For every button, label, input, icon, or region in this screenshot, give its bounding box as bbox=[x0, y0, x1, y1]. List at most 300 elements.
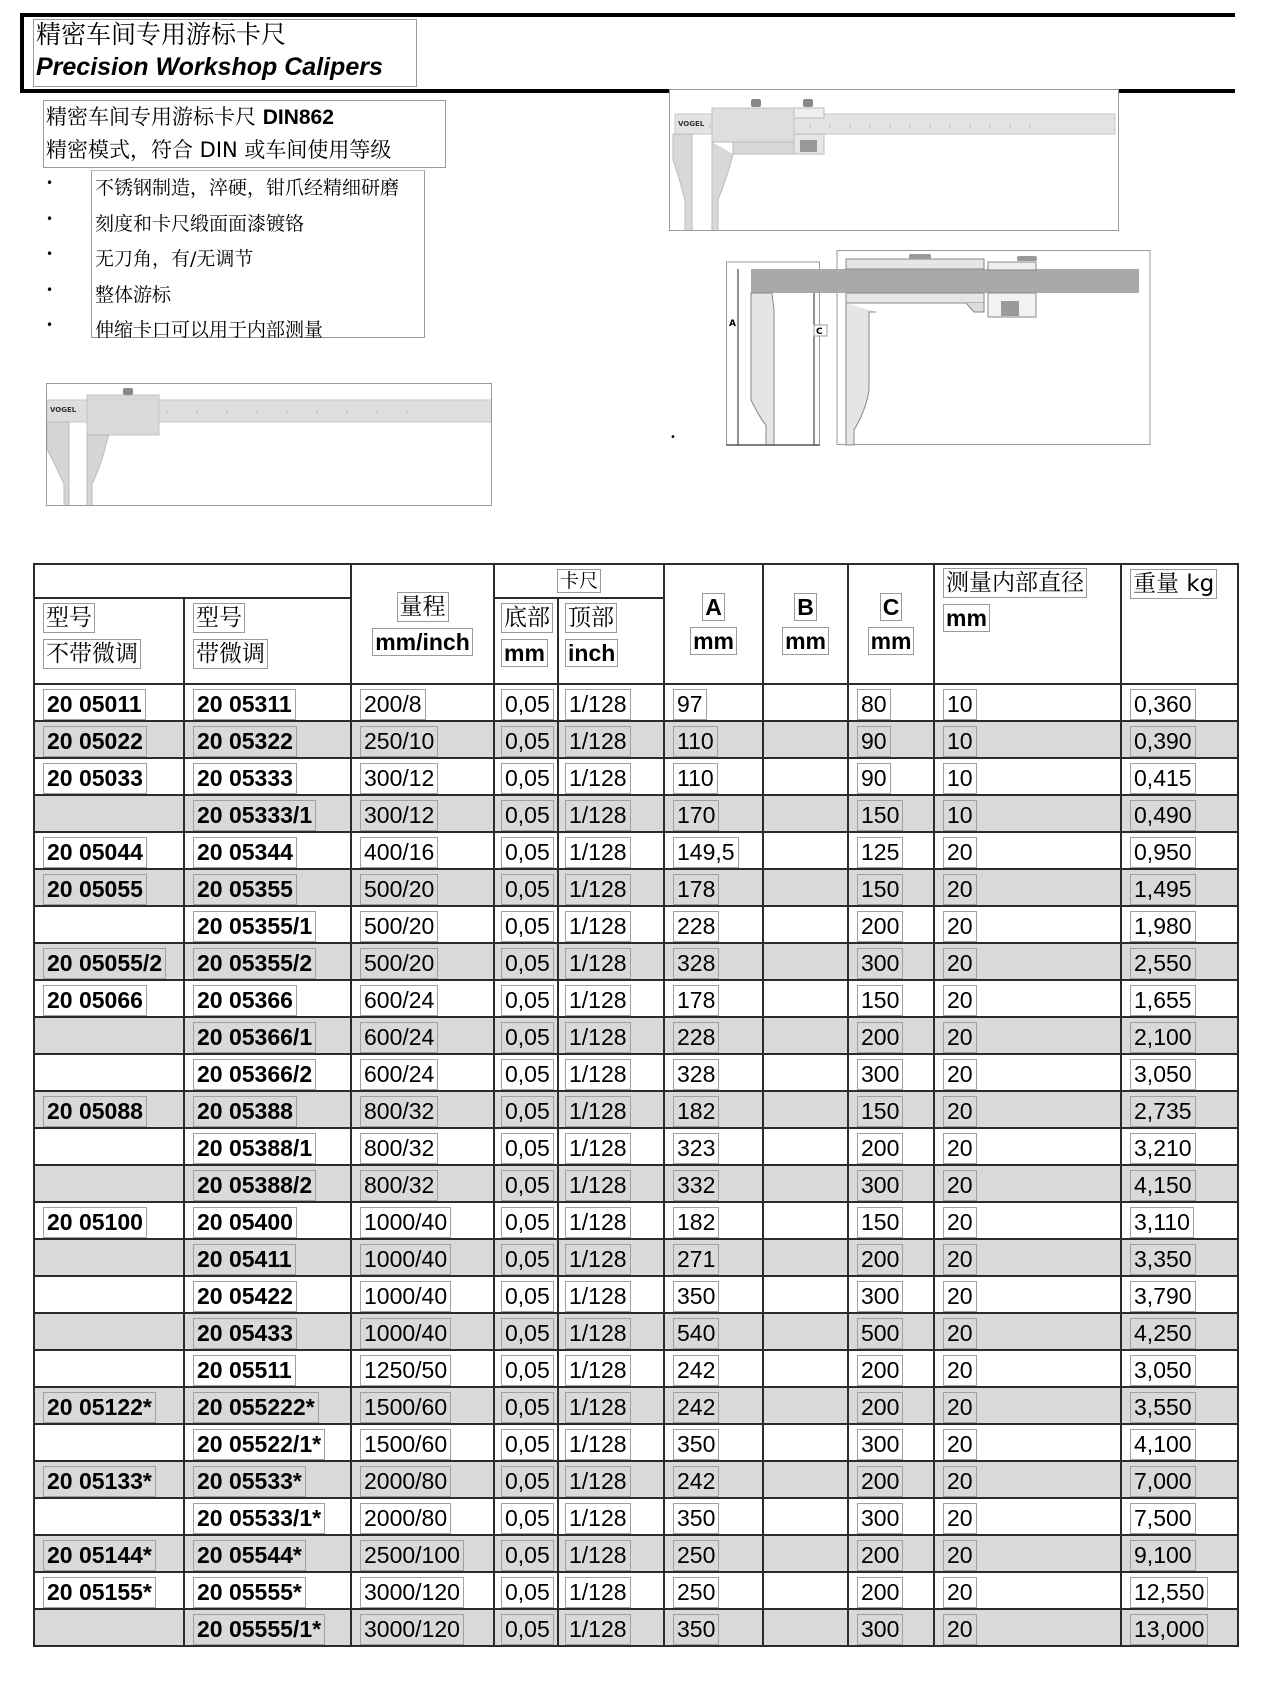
bottom-resolution-cell-value: 0,05 bbox=[501, 1540, 554, 1571]
c-cell bbox=[848, 1202, 934, 1239]
model-fine-cell-value: 20 05366/2 bbox=[193, 1059, 316, 1090]
a-cell bbox=[664, 1276, 763, 1313]
weight-cell-value: 1,655 bbox=[1130, 985, 1196, 1016]
range-cell-value: 500/20 bbox=[360, 874, 438, 905]
weight-cell-value: 0,415 bbox=[1130, 763, 1196, 794]
b-cell bbox=[763, 721, 848, 758]
bottom-resolution-cell-value: 0,05 bbox=[501, 1133, 554, 1164]
model-no-fine-cell-value: 20 05055/2 bbox=[43, 948, 166, 979]
subtitle-line-2: 精密模式，符合 DIN 或车间使用等级 bbox=[46, 138, 392, 162]
title-box bbox=[33, 19, 417, 87]
c-cell-value: 200 bbox=[857, 1355, 903, 1386]
model-fine-cell bbox=[184, 1350, 351, 1387]
a-cell-value: 328 bbox=[673, 1059, 719, 1090]
table-row bbox=[34, 1461, 1238, 1498]
inner-diameter-cell bbox=[934, 980, 1121, 1017]
inner-diameter-cell bbox=[934, 1350, 1121, 1387]
model-fine-cell bbox=[184, 1054, 351, 1091]
inner-diameter-cell-value: 20 bbox=[943, 1133, 977, 1164]
model-fine-cell bbox=[184, 684, 351, 721]
bottom-resolution-cell-value: 0,05 bbox=[501, 1577, 554, 1608]
top-resolution-cell-value: 1/128 bbox=[565, 985, 631, 1016]
top-resolution-cell bbox=[558, 1461, 664, 1498]
top-resolution-cell bbox=[558, 795, 664, 832]
a-cell-value: 182 bbox=[673, 1207, 719, 1238]
bottom-resolution-cell bbox=[494, 1572, 558, 1609]
header-blank bbox=[34, 564, 351, 598]
a-cell bbox=[664, 795, 763, 832]
subtitle-box bbox=[43, 100, 446, 168]
model-fine-cell bbox=[184, 1461, 351, 1498]
model-fine-cell bbox=[184, 1313, 351, 1350]
top-resolution-cell-value: 1/128 bbox=[565, 1096, 631, 1127]
c-cell bbox=[848, 1054, 934, 1091]
range-cell-value: 500/20 bbox=[360, 948, 438, 979]
feature-item: • 伸缩卡口可以用于内部测量 bbox=[46, 318, 324, 341]
bottom-resolution-cell-value: 0,05 bbox=[501, 1207, 554, 1238]
c-cell-value: 300 bbox=[857, 1429, 903, 1460]
model-fine-cell bbox=[184, 869, 351, 906]
a-cell bbox=[664, 684, 763, 721]
inner-diameter-cell-value: 20 bbox=[943, 837, 977, 868]
a-cell-value: 540 bbox=[673, 1318, 719, 1349]
inner-diameter-cell-value: 20 bbox=[943, 1281, 977, 1312]
top-resolution-cell bbox=[558, 1350, 664, 1387]
model-no-fine-cell bbox=[34, 758, 184, 795]
a-cell bbox=[664, 758, 763, 795]
a-cell bbox=[664, 1572, 763, 1609]
a-cell bbox=[664, 1165, 763, 1202]
a-cell-value: 242 bbox=[673, 1392, 719, 1423]
inner-diameter-cell bbox=[934, 758, 1121, 795]
inner-diameter-cell-value: 20 bbox=[943, 948, 977, 979]
a-cell bbox=[664, 1387, 763, 1424]
model-no-fine-cell bbox=[34, 1313, 184, 1350]
range-cell bbox=[351, 1498, 494, 1535]
table-row bbox=[34, 721, 1238, 758]
range-cell bbox=[351, 906, 494, 943]
a-cell bbox=[664, 1128, 763, 1165]
model-no-fine-cell bbox=[34, 1091, 184, 1128]
caliper-icon bbox=[670, 90, 1119, 231]
model-no-fine-cell bbox=[34, 1572, 184, 1609]
model-fine-cell-value: 20 05388 bbox=[193, 1096, 297, 1127]
b-cell bbox=[763, 1239, 848, 1276]
model-no-fine-cell bbox=[34, 1424, 184, 1461]
bottom-resolution-cell bbox=[494, 1091, 558, 1128]
model-fine-cell-value: 20 05511 bbox=[193, 1355, 296, 1386]
bottom-resolution-cell bbox=[494, 1535, 558, 1572]
model-fine-cell bbox=[184, 1572, 351, 1609]
spec-table bbox=[33, 563, 1239, 1647]
caliper-photo-bottom bbox=[46, 383, 492, 506]
weight-cell-value: 2,100 bbox=[1130, 1022, 1196, 1053]
range-cell bbox=[351, 1054, 494, 1091]
weight-cell bbox=[1121, 906, 1238, 943]
svg-text:A: A bbox=[729, 319, 736, 329]
inner-diameter-cell-value: 20 bbox=[943, 1392, 977, 1423]
dimension-diagram bbox=[726, 250, 1151, 450]
bottom-resolution-cell-value: 0,05 bbox=[501, 1318, 554, 1349]
weight-cell-value: 4,100 bbox=[1130, 1429, 1196, 1460]
model-fine-cell-value: 20 05411 bbox=[193, 1244, 296, 1275]
inner-diameter-cell-value: 20 bbox=[943, 1022, 977, 1053]
bottom-resolution-cell-value: 0,05 bbox=[501, 948, 554, 979]
table-row bbox=[34, 1165, 1238, 1202]
weight-cell bbox=[1121, 869, 1238, 906]
c-cell bbox=[848, 1350, 934, 1387]
bottom-resolution-cell bbox=[494, 1498, 558, 1535]
inner-diameter-cell-value: 20 bbox=[943, 1318, 977, 1349]
bottom-resolution-cell-value: 0,05 bbox=[501, 1096, 554, 1127]
top-resolution-cell bbox=[558, 1054, 664, 1091]
weight-cell-value: 13,000 bbox=[1130, 1614, 1208, 1645]
page-title-cn: 精密车间专用游标卡尺 bbox=[36, 20, 287, 49]
model-no-fine-cell bbox=[34, 943, 184, 980]
bottom-resolution-cell bbox=[494, 943, 558, 980]
model-fine-cell-value: 20 05422 bbox=[193, 1281, 297, 1312]
weight-cell-value: 1,980 bbox=[1130, 911, 1196, 942]
model-no-fine-cell bbox=[34, 1017, 184, 1054]
inner-diameter-cell-value: 20 bbox=[943, 985, 977, 1016]
c-cell bbox=[848, 1128, 934, 1165]
a-cell bbox=[664, 1350, 763, 1387]
c-cell bbox=[848, 1424, 934, 1461]
range-cell-value: 1000/40 bbox=[360, 1318, 451, 1349]
inner-diameter-cell-value: 20 bbox=[943, 1577, 977, 1608]
inner-diameter-cell-value: 20 bbox=[943, 1244, 977, 1275]
model-no-fine-cell bbox=[34, 1276, 184, 1313]
b-cell bbox=[763, 1572, 848, 1609]
table-row bbox=[34, 1498, 1238, 1535]
c-cell bbox=[848, 832, 934, 869]
model-fine-cell-value: 20 05311 bbox=[193, 689, 296, 720]
b-cell bbox=[763, 1165, 848, 1202]
c-cell bbox=[848, 1091, 934, 1128]
top-resolution-cell bbox=[558, 1017, 664, 1054]
bottom-resolution-cell bbox=[494, 1387, 558, 1424]
top-resolution-cell bbox=[558, 1387, 664, 1424]
b-cell bbox=[763, 1424, 848, 1461]
page-title-en: Precision Workshop Calipers bbox=[36, 53, 383, 81]
model-no-fine-cell bbox=[34, 1461, 184, 1498]
model-no-fine-cell-value: 20 05122* bbox=[43, 1392, 156, 1423]
bottom-resolution-cell-value: 0,05 bbox=[501, 1392, 554, 1423]
inner-diameter-cell-value: 20 bbox=[943, 1540, 977, 1571]
a-cell-value: 350 bbox=[673, 1281, 719, 1312]
model-no-fine-cell bbox=[34, 795, 184, 832]
range-cell-value: 1000/40 bbox=[360, 1244, 451, 1275]
c-cell-value: 500 bbox=[857, 1318, 903, 1349]
inner-diameter-cell bbox=[934, 906, 1121, 943]
top-resolution-cell-value: 1/128 bbox=[565, 1318, 631, 1349]
c-cell bbox=[848, 1017, 934, 1054]
range-cell bbox=[351, 1350, 494, 1387]
b-cell bbox=[763, 832, 848, 869]
a-cell bbox=[664, 1202, 763, 1239]
model-fine-cell-value: 20 05355/1 bbox=[193, 911, 316, 942]
subtitle-standard: DIN862 bbox=[262, 106, 334, 129]
inner-diameter-cell-value: 10 bbox=[943, 726, 977, 757]
weight-cell bbox=[1121, 795, 1238, 832]
range-cell bbox=[351, 1091, 494, 1128]
top-resolution-cell-value: 1/128 bbox=[565, 1022, 631, 1053]
range-cell-value: 200/8 bbox=[360, 689, 426, 720]
c-cell-value: 150 bbox=[857, 1207, 903, 1238]
inner-diameter-cell-value: 10 bbox=[943, 763, 977, 794]
c-cell bbox=[848, 1387, 934, 1424]
inner-diameter-cell bbox=[934, 1165, 1121, 1202]
bullet-icon: • bbox=[46, 176, 54, 190]
feature-item: • 刻度和卡尺缎面面漆镀铬 bbox=[46, 211, 305, 235]
range-cell bbox=[351, 943, 494, 980]
b-cell bbox=[763, 943, 848, 980]
inner-diameter-cell bbox=[934, 1202, 1121, 1239]
a-cell bbox=[664, 1239, 763, 1276]
inner-diameter-cell-value: 20 bbox=[943, 1096, 977, 1127]
bottom-resolution-cell-value: 0,05 bbox=[501, 1022, 554, 1053]
inner-diameter-cell bbox=[934, 795, 1121, 832]
model-no-fine-cell-value: 20 05022 bbox=[43, 726, 147, 757]
header-bottom: 底部 mm bbox=[494, 598, 558, 684]
c-cell-value: 300 bbox=[857, 1170, 903, 1201]
inner-diameter-cell-value: 20 bbox=[943, 1614, 977, 1645]
c-cell bbox=[848, 1572, 934, 1609]
table-body bbox=[34, 684, 1238, 1646]
weight-cell bbox=[1121, 1165, 1238, 1202]
model-no-fine-cell-value: 20 05066 bbox=[43, 985, 147, 1016]
model-fine-cell-value: 20 05533/1* bbox=[193, 1503, 325, 1534]
range-cell-value: 300/12 bbox=[360, 800, 438, 831]
range-cell bbox=[351, 1535, 494, 1572]
top-resolution-cell-value: 1/128 bbox=[565, 1614, 631, 1645]
bottom-resolution-cell-value: 0,05 bbox=[501, 1614, 554, 1645]
bottom-resolution-cell bbox=[494, 832, 558, 869]
bottom-resolution-cell bbox=[494, 684, 558, 721]
range-cell-value: 800/32 bbox=[360, 1170, 438, 1201]
bottom-resolution-cell-value: 0,05 bbox=[501, 837, 554, 868]
a-cell bbox=[664, 1054, 763, 1091]
weight-cell-value: 3,790 bbox=[1130, 1281, 1196, 1312]
weight-cell bbox=[1121, 758, 1238, 795]
c-cell-value: 80 bbox=[857, 689, 891, 720]
model-fine-cell-value: 20 05366 bbox=[193, 985, 297, 1016]
a-cell-value: 242 bbox=[673, 1466, 719, 1497]
range-cell bbox=[351, 1017, 494, 1054]
bottom-resolution-cell-value: 0,05 bbox=[501, 874, 554, 905]
range-cell bbox=[351, 1313, 494, 1350]
header-model-fine: 型号 带微调 bbox=[184, 598, 351, 684]
range-cell-value: 3000/120 bbox=[360, 1577, 464, 1608]
bottom-resolution-cell-value: 0,05 bbox=[501, 763, 554, 794]
c-cell bbox=[848, 1609, 934, 1646]
inner-diameter-cell-value: 20 bbox=[943, 1355, 977, 1386]
range-cell-value: 3000/120 bbox=[360, 1614, 464, 1645]
table-row bbox=[34, 1017, 1238, 1054]
top-resolution-cell-value: 1/128 bbox=[565, 1133, 631, 1164]
a-cell bbox=[664, 943, 763, 980]
inner-diameter-cell bbox=[934, 1313, 1121, 1350]
c-cell bbox=[848, 869, 934, 906]
weight-cell bbox=[1121, 943, 1238, 980]
model-fine-cell bbox=[184, 943, 351, 980]
bottom-resolution-cell bbox=[494, 980, 558, 1017]
table-row bbox=[34, 795, 1238, 832]
weight-cell bbox=[1121, 1276, 1238, 1313]
a-cell-value: 97 bbox=[673, 689, 707, 720]
range-cell-value: 300/12 bbox=[360, 763, 438, 794]
range-cell bbox=[351, 721, 494, 758]
top-resolution-cell-value: 1/128 bbox=[565, 874, 631, 905]
weight-cell-value: 1,495 bbox=[1130, 874, 1196, 905]
c-cell bbox=[848, 980, 934, 1017]
top-resolution-cell-value: 1/128 bbox=[565, 1244, 631, 1275]
header-c: C mm bbox=[848, 564, 934, 684]
range-cell-value: 250/10 bbox=[360, 726, 438, 757]
top-resolution-cell bbox=[558, 1128, 664, 1165]
table-row bbox=[34, 1572, 1238, 1609]
caliper-dimension-icon bbox=[726, 250, 1151, 450]
inner-diameter-cell-value: 20 bbox=[943, 1466, 977, 1497]
range-cell-value: 1250/50 bbox=[360, 1355, 451, 1386]
stray-bullet-icon: • bbox=[670, 432, 676, 443]
model-no-fine-cell bbox=[34, 869, 184, 906]
c-cell-value: 150 bbox=[857, 800, 903, 831]
model-fine-cell bbox=[184, 832, 351, 869]
inner-diameter-cell-value: 20 bbox=[943, 1059, 977, 1090]
inner-diameter-cell bbox=[934, 1609, 1121, 1646]
model-fine-cell bbox=[184, 1535, 351, 1572]
model-fine-cell bbox=[184, 1202, 351, 1239]
inner-diameter-cell bbox=[934, 1128, 1121, 1165]
model-fine-cell-value: 20 05355/2 bbox=[193, 948, 316, 979]
c-cell bbox=[848, 906, 934, 943]
top-resolution-cell bbox=[558, 906, 664, 943]
model-fine-cell-value: 20 05322 bbox=[193, 726, 297, 757]
subtitle-cn: 精密车间专用游标卡尺 bbox=[46, 105, 256, 129]
a-cell bbox=[664, 1535, 763, 1572]
range-cell-value: 2000/80 bbox=[360, 1466, 451, 1497]
top-resolution-cell bbox=[558, 980, 664, 1017]
b-cell bbox=[763, 1387, 848, 1424]
model-fine-cell-value: 20 05400 bbox=[193, 1207, 297, 1238]
weight-cell-value: 3,550 bbox=[1130, 1392, 1196, 1423]
top-resolution-cell bbox=[558, 684, 664, 721]
b-cell bbox=[763, 1461, 848, 1498]
bottom-resolution-cell-value: 0,05 bbox=[501, 689, 554, 720]
top-resolution-cell bbox=[558, 1609, 664, 1646]
top-resolution-cell-value: 1/128 bbox=[565, 1392, 631, 1423]
a-cell bbox=[664, 1424, 763, 1461]
model-no-fine-cell bbox=[34, 1128, 184, 1165]
top-resolution-cell bbox=[558, 1165, 664, 1202]
feature-item: • 无刀角，有/无调节 bbox=[46, 247, 254, 270]
model-fine-cell bbox=[184, 1165, 351, 1202]
model-fine-cell-value: 20 05388/1 bbox=[193, 1133, 316, 1164]
a-cell-value: 328 bbox=[673, 948, 719, 979]
range-cell bbox=[351, 684, 494, 721]
weight-cell-value: 0,950 bbox=[1130, 837, 1196, 868]
bottom-resolution-cell bbox=[494, 1239, 558, 1276]
bottom-resolution-cell-value: 0,05 bbox=[501, 1503, 554, 1534]
bottom-resolution-cell bbox=[494, 721, 558, 758]
header-caliper-group: 卡尺 bbox=[494, 564, 664, 598]
model-no-fine-cell bbox=[34, 721, 184, 758]
c-cell bbox=[848, 1276, 934, 1313]
range-cell-value: 2500/100 bbox=[360, 1540, 464, 1571]
top-resolution-cell-value: 1/128 bbox=[565, 1503, 631, 1534]
a-cell-value: 350 bbox=[673, 1503, 719, 1534]
top-resolution-cell-value: 1/128 bbox=[565, 1466, 631, 1497]
range-cell-value: 2000/80 bbox=[360, 1503, 451, 1534]
weight-cell bbox=[1121, 1128, 1238, 1165]
range-cell bbox=[351, 1424, 494, 1461]
bottom-resolution-cell bbox=[494, 1054, 558, 1091]
a-cell-value: 228 bbox=[673, 1022, 719, 1053]
a-cell-value: 350 bbox=[673, 1614, 719, 1645]
bullet-icon: • bbox=[46, 282, 54, 297]
model-fine-cell-value: 20 05544* bbox=[193, 1540, 306, 1571]
bottom-resolution-cell-value: 0,05 bbox=[501, 985, 554, 1016]
model-no-fine-cell bbox=[34, 1054, 184, 1091]
inner-diameter-cell bbox=[934, 1017, 1121, 1054]
range-cell bbox=[351, 1609, 494, 1646]
weight-cell bbox=[1121, 1239, 1238, 1276]
model-fine-cell-value: 20 05433 bbox=[193, 1318, 297, 1349]
c-cell bbox=[848, 795, 934, 832]
model-fine-cell-value: 20 05555/1* bbox=[193, 1614, 325, 1645]
weight-cell bbox=[1121, 1387, 1238, 1424]
weight-cell-value: 4,250 bbox=[1130, 1318, 1196, 1349]
bottom-resolution-cell bbox=[494, 1609, 558, 1646]
top-resolution-cell bbox=[558, 869, 664, 906]
b-cell bbox=[763, 869, 848, 906]
c-cell-value: 200 bbox=[857, 1392, 903, 1423]
range-cell bbox=[351, 1461, 494, 1498]
c-cell-value: 200 bbox=[857, 1022, 903, 1053]
model-fine-cell bbox=[184, 1091, 351, 1128]
inner-diameter-cell-value: 20 bbox=[943, 1429, 977, 1460]
header-inner-diameter: 测量内部直径 mm bbox=[934, 564, 1121, 684]
inner-diameter-cell bbox=[934, 1461, 1121, 1498]
weight-cell bbox=[1121, 1054, 1238, 1091]
a-cell-value: 149,5 bbox=[673, 837, 739, 868]
c-cell-value: 200 bbox=[857, 1133, 903, 1164]
model-fine-cell-value: 20 05522/1* bbox=[193, 1429, 325, 1460]
weight-cell bbox=[1121, 721, 1238, 758]
header-a: A mm bbox=[664, 564, 763, 684]
top-resolution-cell-value: 1/128 bbox=[565, 837, 631, 868]
model-no-fine-cell bbox=[34, 832, 184, 869]
a-cell-value: 170 bbox=[673, 800, 719, 831]
c-cell-value: 200 bbox=[857, 1577, 903, 1608]
inner-diameter-cell-value: 20 bbox=[943, 1503, 977, 1534]
top-resolution-cell bbox=[558, 721, 664, 758]
top-resolution-cell-value: 1/128 bbox=[565, 1059, 631, 1090]
model-no-fine-cell bbox=[34, 980, 184, 1017]
model-no-fine-cell bbox=[34, 1350, 184, 1387]
model-no-fine-cell bbox=[34, 1387, 184, 1424]
weight-cell-value: 7,000 bbox=[1130, 1466, 1196, 1497]
model-fine-cell-value: 20 05333 bbox=[193, 763, 297, 794]
model-no-fine-cell bbox=[34, 1609, 184, 1646]
bottom-resolution-cell-value: 0,05 bbox=[501, 1466, 554, 1497]
svg-text:VOGEL: VOGEL bbox=[678, 120, 705, 128]
weight-cell bbox=[1121, 980, 1238, 1017]
a-cell-value: 110 bbox=[673, 763, 718, 794]
b-cell bbox=[763, 1128, 848, 1165]
header-range: 量程 mm/inch bbox=[351, 564, 494, 684]
